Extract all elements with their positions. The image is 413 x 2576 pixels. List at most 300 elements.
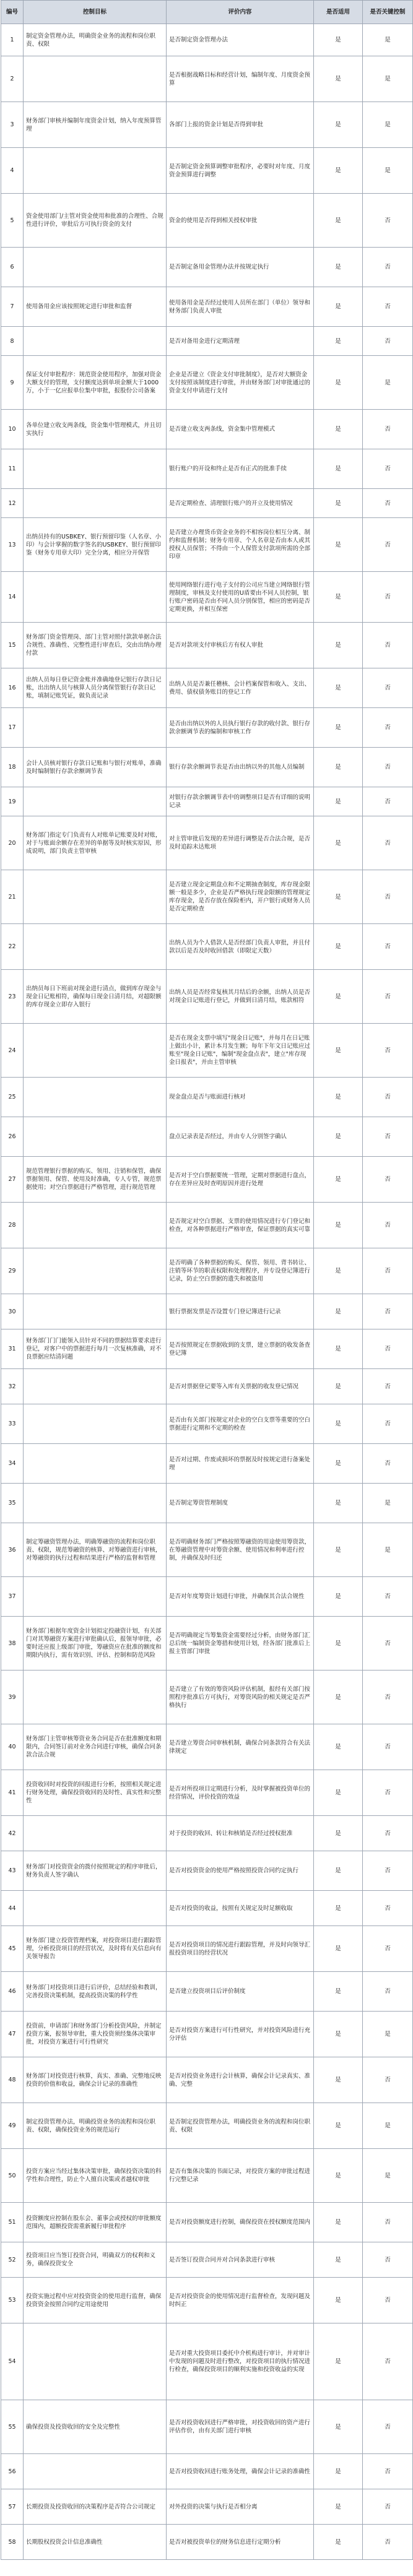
control-objective-cell: 投资项目应当签订投资合同，明确双方的权利和义务，确保投资安全 bbox=[24, 2242, 167, 2278]
table-row bbox=[1, 1248, 413, 1294]
row-number: 41 bbox=[1, 1770, 24, 1816]
key-control-cell: 否 bbox=[363, 1724, 413, 1770]
evaluation-content-cell: 对银行存款余额调节表中的调整项目是否有详细的说明记录 bbox=[167, 787, 314, 816]
applicable-cell: 是 bbox=[314, 287, 363, 327]
control-objective-cell bbox=[24, 56, 167, 102]
table-row bbox=[1, 1369, 413, 1404]
key-control-cell: 否 bbox=[363, 1157, 413, 1203]
control-objective-cell: 制定投资管理办法，明确投资业务的流程和岗位职责、权限，确保投资业务的规范运行 bbox=[24, 2103, 167, 2149]
control-objective-cell: 投资方案应当经过集体决策审批，确保投资决策的科学性和合理性，防止个人擅自决策或者越权审批 bbox=[24, 2149, 167, 2203]
row-number: 18 bbox=[1, 748, 24, 787]
applicable-cell: 是 bbox=[314, 2057, 363, 2103]
table-row bbox=[1, 748, 413, 787]
control-objective-cell bbox=[24, 1816, 167, 1851]
row-number: 15 bbox=[1, 623, 24, 668]
control-objective-cell bbox=[24, 148, 167, 194]
control-objective-cell: 财务部门对投资项目进行后评价，总结经验和教训，完善投资决策机制，提高投资决策的科学性 bbox=[24, 1972, 167, 2012]
key-control-cell: 否 bbox=[363, 1117, 413, 1157]
applicable-cell: 是 bbox=[314, 1203, 363, 1248]
row-number: 53 bbox=[1, 2278, 24, 2323]
control-objective-cell: 投资前，申请部门和财务部门分析投资风险，并制定投资方案，报领导审批，重大投资须经集体决策审批，对投资方案进行可行性研究 bbox=[24, 2012, 167, 2057]
table-row bbox=[1, 2525, 413, 2560]
applicable-cell: 是 bbox=[314, 410, 363, 449]
key-control-cell: 否 bbox=[363, 1617, 413, 1671]
key-control-cell: 否 bbox=[363, 1770, 413, 1816]
applicable-cell: 是 bbox=[314, 1294, 363, 1329]
table-row bbox=[1, 194, 413, 248]
evaluation-content-cell: 出纳人员是否兼任稽核、会计档案保管和收入、支出、费用、债权债务账目的登记工作 bbox=[167, 668, 314, 708]
control-objective-cell bbox=[24, 1294, 167, 1329]
control-objective-cell: 财务部门资金管理岗、部门主管对照付款款单据合法合规性、准确性、完整性进行审查后，交由出纳办理付款 bbox=[24, 623, 167, 668]
row-number: 32 bbox=[1, 1369, 24, 1404]
control-objective-cell: 财务部门审核并编制年度资金计划，纳入年度预算管理 bbox=[24, 102, 167, 148]
control-objective-cell: 长期股权投资会计信息准确性 bbox=[24, 2525, 167, 2560]
header-key-control: 是否关键控制 bbox=[363, 1, 413, 24]
key-control-cell: 是 bbox=[363, 1484, 413, 1523]
control-objective-cell: 财务部门主管审核筹资业务合同是否在批准额度和期限内，合同签订前对业务合同进行审核，确保合同条款合法合规 bbox=[24, 1724, 167, 1770]
table-row bbox=[1, 2400, 413, 2454]
evaluation-content-cell: 是否由出纳以外的人员执行银行存款的收付款、银行存款余额调节表的编制和审核工作 bbox=[167, 708, 314, 748]
applicable-cell: 是 bbox=[314, 449, 363, 489]
evaluation-content-cell: 是否根据战略目标和经营计划，编制年度、月度资金预算 bbox=[167, 56, 314, 102]
key-control-cell: 是 bbox=[363, 356, 413, 410]
evaluation-content-cell: 出纳人员为个人借款人是否经部门负责人审批，并且付款以后是否及时收回借款（即限定天数） bbox=[167, 924, 314, 970]
row-number: 22 bbox=[1, 924, 24, 970]
evaluation-content-cell: 是否对于空白票据要统一管理，定期对票据进行盘点，存在差异应及时查明原因并进行处理 bbox=[167, 1157, 314, 1203]
table-row bbox=[1, 816, 413, 870]
table-row bbox=[1, 2057, 413, 2103]
key-control-cell: 是 bbox=[363, 148, 413, 194]
row-number: 16 bbox=[1, 668, 24, 708]
evaluation-content-cell: 企业是否建立《资金支付审批制度》，是否对大额资金支付按照该制度进行审批，并由财务部门对审批通过的资金支付申请进行支付 bbox=[167, 356, 314, 410]
control-objective-cell: 出纳人员每日登记资金账并准确地登记银行存款日记账，出出纳人员与核算人员分离保管银行存款日记账，填制记账凭证，做负责记录 bbox=[24, 668, 167, 708]
table-row bbox=[1, 1024, 413, 1078]
row-number: 36 bbox=[1, 1523, 24, 1577]
key-control-cell: 否 bbox=[363, 816, 413, 870]
control-objective-cell: 投资收回时对投资的回报进行分析，按照相关规定进行财务处理，确保投资收回的及时性、真实性和完整性 bbox=[24, 1770, 167, 1816]
key-control-cell: 否 bbox=[363, 489, 413, 518]
applicable-cell: 是 bbox=[314, 1891, 363, 1926]
key-control-cell: 否 bbox=[363, 787, 413, 816]
control-objective-cell: 出纳员持有的USBKEY、银行预留印鉴（人名章、小印）与会计掌握的数字签名的USBKEY、银行预留印鉴（财务专用章大印）完全分离，相应分开保管 bbox=[24, 518, 167, 572]
table-body bbox=[1, 24, 413, 2560]
key-control-cell: 否 bbox=[363, 2400, 413, 2454]
control-objective-cell: 财务部门对投资资金的拨付按照规定的程序审批后，财务负责人签字确认 bbox=[24, 1851, 167, 1891]
control-objective-cell: 各单位建立收支两条线，资金集中管理模式，并且切实执行 bbox=[24, 410, 167, 449]
table-row bbox=[1, 2454, 413, 2489]
key-control-cell: 否 bbox=[363, 449, 413, 489]
key-control-cell: 否 bbox=[363, 924, 413, 970]
table-row bbox=[1, 2489, 413, 2525]
key-control-cell: 否 bbox=[363, 1577, 413, 1617]
applicable-cell: 是 bbox=[314, 970, 363, 1024]
table-row bbox=[1, 1444, 413, 1484]
applicable-cell: 是 bbox=[314, 56, 363, 102]
applicable-cell: 是 bbox=[314, 1369, 363, 1404]
evaluation-content-cell: 是否规定对空白票据、支票的使用情况进行专门登记和检查，对各种票据进行严格审查，保证票据的真实可靠 bbox=[167, 1203, 314, 1248]
key-control-cell: 是 bbox=[363, 2012, 413, 2057]
applicable-cell: 是 bbox=[314, 870, 363, 924]
applicable-cell: 是 bbox=[314, 1117, 363, 1157]
control-evaluation-table bbox=[1, 0, 413, 2560]
evaluation-content-cell: 是否对过期、作废或损坏的票据及时按规定进行备案处理 bbox=[167, 1444, 314, 1484]
applicable-cell: 是 bbox=[314, 668, 363, 708]
table-row bbox=[1, 2242, 413, 2278]
row-number: 4 bbox=[1, 148, 24, 194]
key-control-cell: 否 bbox=[363, 1851, 413, 1891]
control-objective-cell bbox=[24, 489, 167, 518]
applicable-cell: 是 bbox=[314, 1523, 363, 1577]
evaluation-content-cell: 是否对款项支付审核后方有权人审批 bbox=[167, 623, 314, 668]
evaluation-content-cell: 是否建立现金定期盘点和不定期抽查制度，库存现金限额一般是多少，企业是否严格执行现金限额的管理规定库存现金，是否存放在保险柜内，开户银行或财务人员是否定期检查 bbox=[167, 870, 314, 924]
control-objective-cell bbox=[24, 327, 167, 356]
key-control-cell: 否 bbox=[363, 1891, 413, 1926]
table-row bbox=[1, 1851, 413, 1891]
control-objective-cell: 长期投资及投资收回的决策程序是否符合公司规定 bbox=[24, 2489, 167, 2525]
applicable-cell: 是 bbox=[314, 356, 363, 410]
key-control-cell: 否 bbox=[363, 2242, 413, 2278]
control-objective-cell bbox=[24, 2454, 167, 2489]
control-objective-cell bbox=[24, 787, 167, 816]
row-number: 42 bbox=[1, 1816, 24, 1851]
key-control-cell: 否 bbox=[363, 248, 413, 287]
table-row bbox=[1, 1770, 413, 1816]
row-number: 37 bbox=[1, 1577, 24, 1617]
control-objective-cell: 确保投资及投资收回的安全及完整性 bbox=[24, 2400, 167, 2454]
control-objective-cell bbox=[24, 708, 167, 748]
table-row bbox=[1, 668, 413, 708]
control-objective-cell bbox=[24, 1577, 167, 1617]
evaluation-content-cell: 是否建立投资项目后评价制度 bbox=[167, 1972, 314, 2012]
key-control-cell: 否 bbox=[363, 623, 413, 668]
table-row bbox=[1, 148, 413, 194]
key-control-cell: 是 bbox=[363, 2149, 413, 2203]
key-control-cell: 否 bbox=[363, 668, 413, 708]
control-objective-cell bbox=[24, 1484, 167, 1523]
applicable-cell: 是 bbox=[314, 1617, 363, 1671]
evaluation-content-cell: 是否对所投项目定期进行分析，及时掌握被投资单位的经营情况，评价投资的效益 bbox=[167, 1770, 314, 1816]
key-control-cell: 否 bbox=[363, 327, 413, 356]
row-number: 28 bbox=[1, 1203, 24, 1248]
evaluation-content-cell: 是否建立收支两条线，资金集中管理模式 bbox=[167, 410, 314, 449]
table-row bbox=[1, 1329, 413, 1369]
control-objective-cell bbox=[24, 1078, 167, 1117]
applicable-cell: 是 bbox=[314, 24, 363, 56]
evaluation-content-cell: 出纳人员是否经常复核其月结后的余额，出纳人员是否对现金日记账进行登记，并做到日清月结，账款相符 bbox=[167, 970, 314, 1024]
evaluation-content-cell: 是否制定备用金管理办法并按规定执行 bbox=[167, 248, 314, 287]
evaluation-content-cell: 是否对投资收回进行账务处理，确保会计记录的准确性 bbox=[167, 2454, 314, 2489]
row-number: 35 bbox=[1, 1484, 24, 1523]
control-objective-cell: 财务部门门门能领入员针对不同的票据结算要求进行登记，对客户中的票据进行每月一次复核准确，对不良票据应结清问题 bbox=[24, 1329, 167, 1369]
evaluation-content-cell: 是否制定资金管理办法 bbox=[167, 24, 314, 56]
row-number: 3 bbox=[1, 102, 24, 148]
row-number: 51 bbox=[1, 2203, 24, 2242]
table-row bbox=[1, 2203, 413, 2242]
row-number: 26 bbox=[1, 1117, 24, 1157]
header-applicable: 是否适用 bbox=[314, 1, 363, 24]
row-number: 29 bbox=[1, 1248, 24, 1294]
evaluation-content-cell: 是否制定投资管理办法，明确投资业务的流程和岗位职责、权限 bbox=[167, 2103, 314, 2149]
table-row bbox=[1, 623, 413, 668]
applicable-cell: 是 bbox=[314, 518, 363, 572]
table-row bbox=[1, 2323, 413, 2400]
row-number: 25 bbox=[1, 1078, 24, 1117]
row-number: 23 bbox=[1, 970, 24, 1024]
applicable-cell: 是 bbox=[314, 194, 363, 248]
row-number: 40 bbox=[1, 1724, 24, 1770]
control-objective-cell: 财务部门建立投资管理档案，对投资项目进行跟踪管理，分析投资项目的经营状况，及时将有关信息向有关领导报告 bbox=[24, 1926, 167, 1972]
applicable-cell: 是 bbox=[314, 102, 363, 148]
key-control-cell: 是 bbox=[363, 56, 413, 102]
evaluation-content-cell: 是否定期检查、清理银行账户的开立及使用情况 bbox=[167, 489, 314, 518]
row-number: 30 bbox=[1, 1294, 24, 1329]
evaluation-content-cell: 盘点记录表是否经过，并由专人分别签字确认 bbox=[167, 1117, 314, 1157]
row-number: 1 bbox=[1, 24, 24, 56]
evaluation-content-cell: 是否按照规定在票据收到的支票，建立票据的收发备查登记簿 bbox=[167, 1329, 314, 1369]
control-objective-cell: 财务部门对投资进行核算，真实、准确、完整地反映投资的价值和收益，确保会计记录的准确性 bbox=[24, 2057, 167, 2103]
key-control-cell: 是 bbox=[363, 24, 413, 56]
row-number: 38 bbox=[1, 1617, 24, 1671]
applicable-cell: 是 bbox=[314, 748, 363, 787]
row-number: 56 bbox=[1, 2454, 24, 2489]
row-number: 52 bbox=[1, 2242, 24, 2278]
control-objective-cell: 财务部门根据年度资金计划拟定投融资计划，有关部门对其筹融资方案进行审批确认后，报领导审批，必要时还应报上级部门审批，筹融资应在批准的额度和期限内执行，需有效识别、评估、控制和防范风险 bbox=[24, 1617, 167, 1671]
control-objective-cell: 规范管理银行票据的购买、领用、注销和保管，确保票据领用、保管、使用及时准确，专人专管，规范票据使用；对空白票据进行严格管理，进行规范管理 bbox=[24, 1157, 167, 1203]
key-control-cell: 否 bbox=[363, 518, 413, 572]
evaluation-content-cell: 是否制定资金预算调整审批程序，必要时对年度、月度资金预算进行调整 bbox=[167, 148, 314, 194]
row-number: 48 bbox=[1, 2057, 24, 2103]
applicable-cell: 是 bbox=[314, 1078, 363, 1117]
applicable-cell: 是 bbox=[314, 148, 363, 194]
table-row bbox=[1, 1617, 413, 1671]
table-row bbox=[1, 1294, 413, 1329]
key-control-cell: 否 bbox=[363, 970, 413, 1024]
key-control-cell: 否 bbox=[363, 2489, 413, 2525]
evaluation-content-cell: 对于投资的收回、转让和核销是否经过授权批准 bbox=[167, 1816, 314, 1851]
row-number: 5 bbox=[1, 194, 24, 248]
table-row bbox=[1, 1157, 413, 1203]
key-control-cell: 否 bbox=[363, 1444, 413, 1484]
evaluation-content-cell: 是否对投资业务进行会计核算，确保会计记录真实、准确、完整 bbox=[167, 2057, 314, 2103]
key-control-cell: 是 bbox=[363, 102, 413, 148]
row-number: 8 bbox=[1, 327, 24, 356]
evaluation-content-cell: 是否建立了有效的筹资风险评估机制，报经有关部门按照程序批准后方可执行，对筹资风险的相关规定是否严格执行 bbox=[167, 1671, 314, 1724]
applicable-cell: 是 bbox=[314, 2454, 363, 2489]
key-control-cell: 否 bbox=[363, 2203, 413, 2242]
key-control-cell: 否 bbox=[363, 2057, 413, 2103]
control-objective-cell bbox=[24, 1891, 167, 1926]
table-row bbox=[1, 924, 413, 970]
evaluation-content-cell: 现金盘点是否与账面进行核对 bbox=[167, 1078, 314, 1117]
applicable-cell: 是 bbox=[314, 2242, 363, 2278]
evaluation-content-cell: 是否对被投资单位的财务信息进行定期分析 bbox=[167, 2525, 314, 2560]
row-number: 27 bbox=[1, 1157, 24, 1203]
evaluation-content-cell: 是否对投资项目的情况进行跟踪管理，并及时向领导汇报投资项目的经营状况 bbox=[167, 1926, 314, 1972]
table-row bbox=[1, 2012, 413, 2057]
key-control-cell: 否 bbox=[363, 1248, 413, 1294]
table-row bbox=[1, 356, 413, 410]
key-control-cell: 否 bbox=[363, 287, 413, 327]
table-row bbox=[1, 2103, 413, 2149]
table-row bbox=[1, 327, 413, 356]
row-number: 13 bbox=[1, 518, 24, 572]
applicable-cell: 是 bbox=[314, 1404, 363, 1444]
header-control-objective: 控制目标 bbox=[24, 1, 167, 24]
control-objective-cell bbox=[24, 248, 167, 287]
key-control-cell: 否 bbox=[363, 1816, 413, 1851]
row-number: 21 bbox=[1, 870, 24, 924]
control-objective-cell: 会计人员核对银行存款日记账和与银行对账单，准确及时编制银行存款余额调节表 bbox=[24, 748, 167, 787]
row-number: 47 bbox=[1, 2012, 24, 2057]
control-objective-cell: 投资实施过程中应对投资资金的使用进行监督，确保投资资金按照合同约定用途使用 bbox=[24, 2278, 167, 2323]
applicable-cell: 是 bbox=[314, 1972, 363, 2012]
evaluation-content-cell: 银行票据发票是否设置专门登记簿进行记录 bbox=[167, 1294, 314, 1329]
evaluation-content-cell: 使用网络银行进行电子支付的公司应当建立网络银行管理制度，审核及支付使用的U盾要由不同人员控制，银行账户密码是否由不同人员分别保管，相应的密码是否定期更换，并相互保密 bbox=[167, 572, 314, 623]
key-control-cell: 否 bbox=[363, 1078, 413, 1117]
key-control-cell: 否 bbox=[363, 2323, 413, 2400]
table-row bbox=[1, 24, 413, 56]
applicable-cell: 是 bbox=[314, 1851, 363, 1891]
key-control-cell: 否 bbox=[363, 410, 413, 449]
evaluation-content-cell: 是否有集体决策的书面记录，对投资方案的审批过程进行完整记录 bbox=[167, 2149, 314, 2203]
table-row bbox=[1, 1577, 413, 1617]
table-row bbox=[1, 1404, 413, 1444]
evaluation-content-cell: 是否对投资额度进行控制，确保投资在授权额度范围内 bbox=[167, 2203, 314, 2242]
applicable-cell: 是 bbox=[314, 1816, 363, 1851]
table-row bbox=[1, 970, 413, 1024]
applicable-cell: 是 bbox=[314, 2489, 363, 2525]
control-objective-cell bbox=[24, 1117, 167, 1157]
applicable-cell: 是 bbox=[314, 327, 363, 356]
row-number: 33 bbox=[1, 1404, 24, 1444]
applicable-cell: 是 bbox=[314, 2012, 363, 2057]
evaluation-content-cell: 是否对票据登记要等入库有关票据的收发登记情况 bbox=[167, 1369, 314, 1404]
table-row bbox=[1, 1724, 413, 1770]
applicable-cell: 是 bbox=[314, 1329, 363, 1369]
evaluation-content-cell: 是否对投资资金的使用严格按照投资合同约定执行 bbox=[167, 1851, 314, 1891]
row-number: 39 bbox=[1, 1671, 24, 1724]
applicable-cell: 是 bbox=[314, 2103, 363, 2149]
control-objective-cell: 投资额度应控制在股东会、董事会或授权的审批额度范围内，超额投资需重新履行审批程序 bbox=[24, 2203, 167, 2242]
control-objective-cell bbox=[24, 572, 167, 623]
row-number: 46 bbox=[1, 1972, 24, 2012]
row-number: 19 bbox=[1, 787, 24, 816]
applicable-cell: 是 bbox=[314, 2525, 363, 2560]
key-control-cell: 否 bbox=[363, 194, 413, 248]
applicable-cell: 是 bbox=[314, 1248, 363, 1294]
evaluation-content-cell: 是否明确规定当筹集资金需要经过分析，由财务部门汇总后统一编制资金筹措和使用计划，经各部门批准后上报主管部门审批 bbox=[167, 1617, 314, 1671]
control-objective-cell bbox=[24, 449, 167, 489]
table-row bbox=[1, 2278, 413, 2323]
evaluation-content-cell: 是否明确财务部门严格按照筹融资的用途使用筹资款，在筹融资管理中对筹资余额、使用情况和利率进行控制，并确保及时归还 bbox=[167, 1523, 314, 1577]
evaluation-content-cell: 是否明确了各种票据的购买、保管、领用、背书转让、注销等环节的职责权限和处理程序，并专设登记簿进行记录，防止空白票据的遗失和被盗用 bbox=[167, 1248, 314, 1294]
applicable-cell: 是 bbox=[314, 1724, 363, 1770]
evaluation-content-cell: 对主管审批后发现的差异进行调整是否合法合规，是否及时追踪未达账项 bbox=[167, 816, 314, 870]
key-control-cell: 否 bbox=[363, 1024, 413, 1078]
control-objective-cell bbox=[24, 924, 167, 970]
applicable-cell: 是 bbox=[314, 572, 363, 623]
table-row bbox=[1, 248, 413, 287]
key-control-cell: 是 bbox=[363, 1523, 413, 1577]
row-number: 7 bbox=[1, 287, 24, 327]
key-control-cell: 否 bbox=[363, 1972, 413, 2012]
row-number: 50 bbox=[1, 2149, 24, 2203]
evaluation-content-cell: 银行账户的开设和终止是否有正式的批准手续 bbox=[167, 449, 314, 489]
table-row bbox=[1, 489, 413, 518]
row-number: 49 bbox=[1, 2103, 24, 2149]
control-objective-cell bbox=[24, 1671, 167, 1724]
evaluation-content-cell: 资金的使用是否得到相关授权审批 bbox=[167, 194, 314, 248]
table-row bbox=[1, 1078, 413, 1117]
evaluation-content-cell: 是否对投资收回进行严格审批，对投资收回的资产进行评估作价，由有关部门进行审核 bbox=[167, 2400, 314, 2454]
key-control-cell: 是 bbox=[363, 2103, 413, 2149]
key-control-cell: 否 bbox=[363, 1329, 413, 1369]
evaluation-content-cell: 是否制定筹资管理制度 bbox=[167, 1484, 314, 1523]
table-row bbox=[1, 1972, 413, 2012]
key-control-cell: 否 bbox=[363, 1369, 413, 1404]
key-control-cell: 否 bbox=[363, 2525, 413, 2560]
evaluation-content-cell: 是否签订投资合同并对合同条款进行审核 bbox=[167, 2242, 314, 2278]
evaluation-content-cell: 是否对投资方案进行可行性研究，并对投资风险进行充分评估 bbox=[167, 2012, 314, 2057]
key-control-cell: 否 bbox=[363, 2278, 413, 2323]
evaluation-content-cell: 是否对投资资金的使用情况进行监督检查，发现问题及时纠正 bbox=[167, 2278, 314, 2323]
evaluation-content-cell: 是否建立筹资合同审核机制，确保合同条款符合有关法律规定 bbox=[167, 1724, 314, 1770]
evaluation-content-cell: 使用备用金是否经过使用人员所在部门（单位）领导和财务部门负责人审批 bbox=[167, 287, 314, 327]
table-row bbox=[1, 410, 413, 449]
control-objective-cell: 财务部门指定专门负责有人对账单记账要及时对账，对于与账面余额存在差异的单据等及时核实原因，形成说明，部门负责主管审核 bbox=[24, 816, 167, 870]
key-control-cell: 否 bbox=[363, 1203, 413, 1248]
table-row bbox=[1, 1484, 413, 1523]
row-number: 20 bbox=[1, 816, 24, 870]
applicable-cell: 是 bbox=[314, 2323, 363, 2400]
row-number: 54 bbox=[1, 2323, 24, 2400]
row-number: 14 bbox=[1, 572, 24, 623]
evaluation-content-cell: 各部门上报的资金计划是否得到审批 bbox=[167, 102, 314, 148]
key-control-cell: 否 bbox=[363, 1926, 413, 1972]
table-header-row bbox=[1, 1, 413, 24]
control-objective-cell bbox=[24, 1444, 167, 1484]
applicable-cell: 是 bbox=[314, 2278, 363, 2323]
applicable-cell: 是 bbox=[314, 924, 363, 970]
row-number: 2 bbox=[1, 56, 24, 102]
table-row bbox=[1, 1117, 413, 1157]
table-row bbox=[1, 708, 413, 748]
table-row bbox=[1, 449, 413, 489]
header-evaluation-content: 评价内容 bbox=[167, 1, 314, 24]
table-row bbox=[1, 1926, 413, 1972]
table-row bbox=[1, 1203, 413, 1248]
row-number: 10 bbox=[1, 410, 24, 449]
applicable-cell: 是 bbox=[314, 816, 363, 870]
applicable-cell: 是 bbox=[314, 787, 363, 816]
row-number: 34 bbox=[1, 1444, 24, 1484]
evaluation-content-cell: 对外投资的决策与执行是否相分离 bbox=[167, 2489, 314, 2525]
evaluation-content-cell: 是否对投资的收益，按照有关规定及时足额收取 bbox=[167, 1891, 314, 1926]
key-control-cell: 否 bbox=[363, 748, 413, 787]
applicable-cell: 是 bbox=[314, 1444, 363, 1484]
table-row bbox=[1, 102, 413, 148]
table-row bbox=[1, 870, 413, 924]
row-number: 57 bbox=[1, 2489, 24, 2525]
row-number: 11 bbox=[1, 449, 24, 489]
row-number: 43 bbox=[1, 1851, 24, 1891]
row-number: 12 bbox=[1, 489, 24, 518]
control-objective-cell bbox=[24, 1369, 167, 1404]
applicable-cell: 是 bbox=[314, 1577, 363, 1617]
evaluation-content-cell: 是否对重大投资项目委托中介机构进行审计，并对审计中发现的问题及时进行整改，对投资项目的执行情况进行检查，确保投资项目的顺利实施和投资收益的实现 bbox=[167, 2323, 314, 2400]
evaluation-content-cell: 是否在现金支票中填写"现金日记账"，并每月在日记账上做出小计，累计本月发生额；每年下年文日记账应过账至"现金日记账"，编制"现金盘点表"，建立"库存现金日报表"，并由主管审核 bbox=[167, 1024, 314, 1078]
key-control-cell: 否 bbox=[363, 572, 413, 623]
